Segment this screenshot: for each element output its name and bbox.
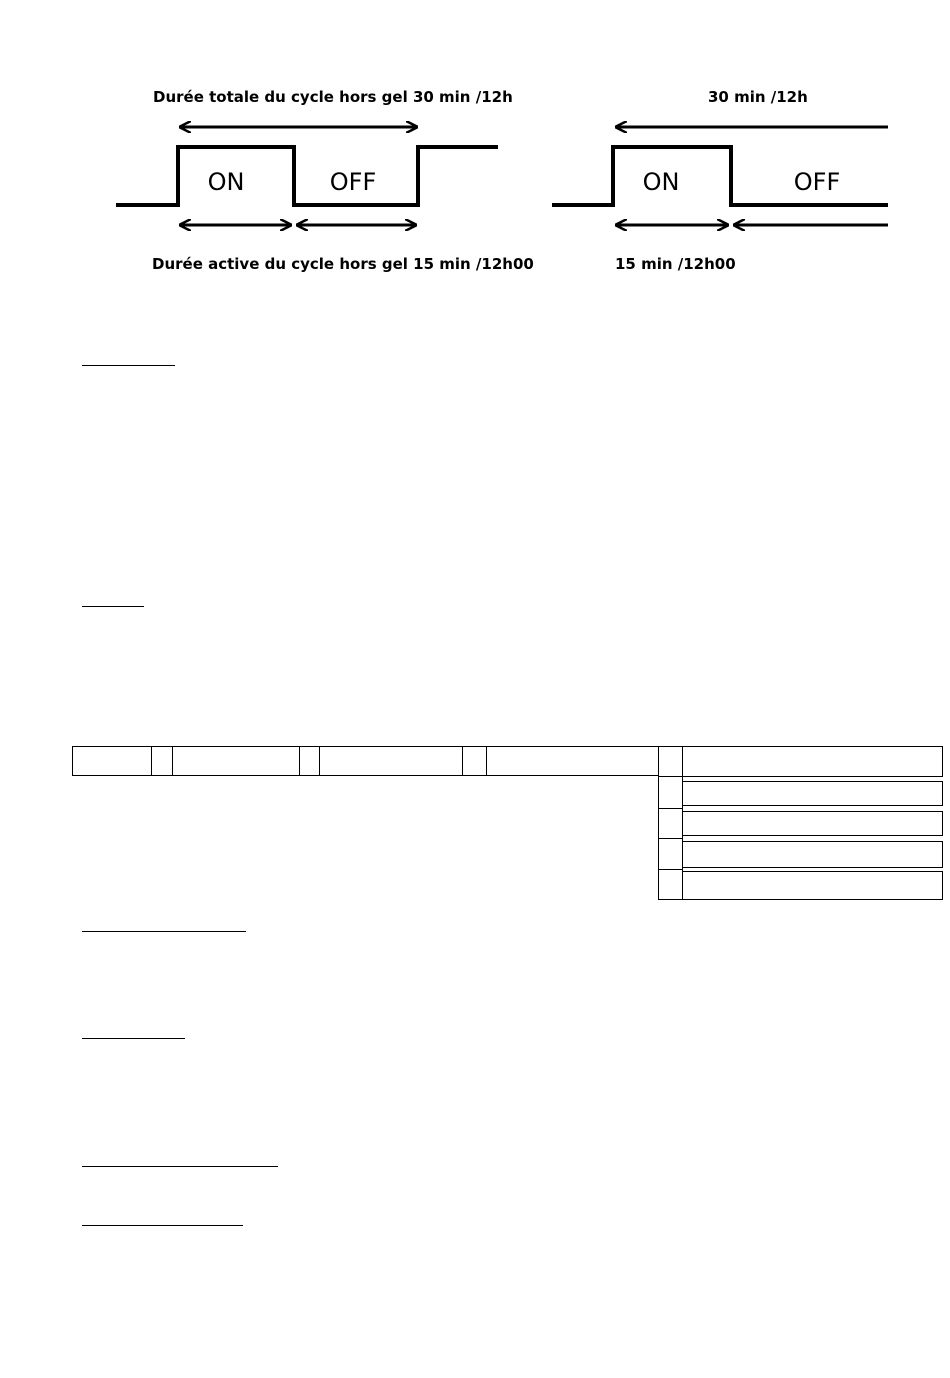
section-heading-underline-3 [82,931,246,932]
left-total-duration-label: Durée totale du cycle hors gel 30 min /12h [153,88,513,106]
table-cell [172,746,300,776]
left-signal-waveform [116,147,498,205]
table-side-column [658,746,683,900]
table-cell [682,841,943,868]
section-heading-underline-1 [82,365,175,366]
table-cell [682,746,943,777]
table-cell [319,746,463,776]
table-cell [72,746,152,776]
left-off-label: OFF [329,168,377,196]
table-cell [682,811,943,836]
left-timing-diagram [116,88,534,273]
right-timing-diagram [552,88,888,273]
table-side-divider [658,838,683,839]
right-total-duration-label: 30 min /12h [708,88,808,106]
section-heading-underline-6 [82,1225,243,1226]
left-active-duration-label: Durée active du cycle hors gel 15 min /12h00 [152,255,534,273]
section-heading-underline-5 [82,1166,278,1167]
table-cell [682,781,943,806]
section-heading-underline-4 [82,1038,185,1039]
left-on-label: ON [207,168,245,196]
table-side-divider [658,776,683,777]
table-side-divider [658,869,683,870]
right-active-duration-label: 15 min /12h00 [615,255,736,273]
section-heading-underline-2 [82,606,144,607]
table-cell [486,746,659,776]
table-cell [462,746,487,776]
right-off-label: OFF [793,168,841,196]
timing-diagrams [0,0,950,300]
table-cell [299,746,320,776]
right-on-label: ON [642,168,680,196]
table-side-divider [658,808,683,809]
table-cell [682,871,943,900]
table-cell [151,746,173,776]
